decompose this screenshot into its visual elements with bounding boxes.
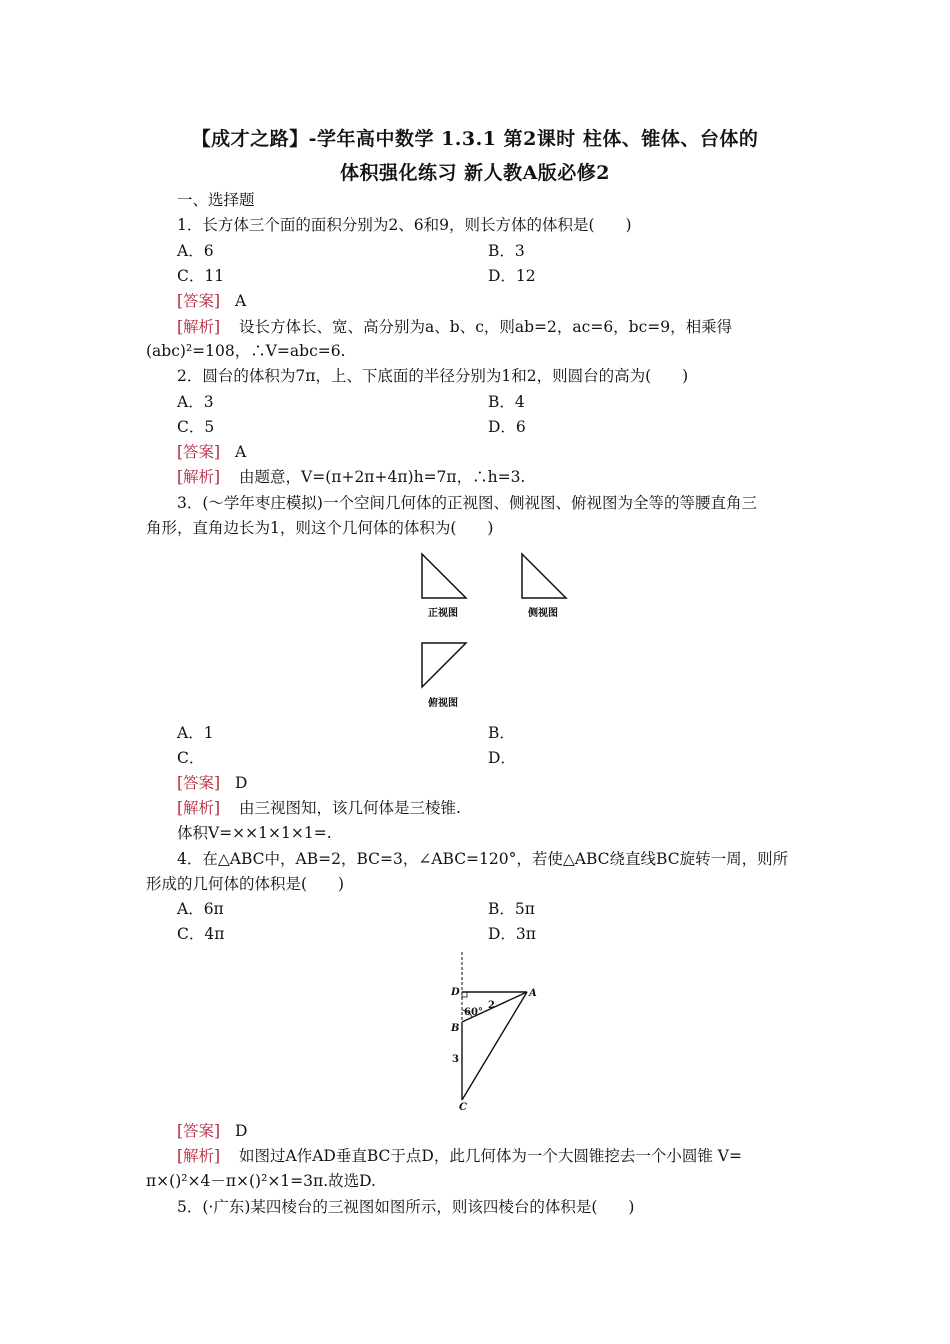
- q1-option-c: C．11: [177, 267, 225, 285]
- answer-tag: [答案]: [177, 774, 221, 792]
- q3-answer: D: [235, 774, 248, 792]
- point-b-label: B: [451, 1023, 460, 1034]
- triangle-rotation-figure: [440, 950, 540, 1120]
- q2-answer: A: [235, 443, 247, 461]
- q4-stem-1: 4．在△ABC中，AB=2，BC=3，∠ABC=120°，若使△ABC绕直线BC旋转一周，则所: [177, 850, 789, 868]
- q4-option-c: C．4π: [177, 925, 225, 943]
- q2-analysis-1: 由题意，V=(π+2π+4π)h=7π，∴h=3.: [239, 468, 526, 486]
- q3-analysis-2: 体积V=××1×1×1=.: [177, 824, 332, 842]
- q2-option-d: D．6: [488, 418, 526, 436]
- q3-option-c: C．: [177, 749, 205, 767]
- q1-answer: A: [235, 292, 247, 310]
- q4-option-b: B．5π: [488, 900, 535, 918]
- top-view-caption: 俯视图: [428, 698, 458, 709]
- section-heading: 一、选择题: [177, 191, 255, 209]
- q1-analysis-row: [177, 317, 732, 337]
- q2-option-b: B．4: [488, 393, 525, 411]
- q4-answer: D: [235, 1122, 248, 1140]
- answer-tag: [答案]: [177, 292, 221, 310]
- angle-label: 60°: [464, 1007, 483, 1018]
- q4-analysis-2: π×()²×4－π×()²×1=3π.故选D.: [146, 1172, 376, 1190]
- q4-option-a: A．6π: [177, 900, 224, 918]
- q3-analysis-1: 由三视图知，该几何体是三棱锥.: [239, 799, 461, 817]
- doc-title-line1: 【成才之路】-学年高中数学 1.3.1 第2课时 柱体、锥体、台体的: [191, 128, 759, 150]
- q3-answer-row: [177, 773, 247, 793]
- q2-answer-row: [177, 442, 246, 462]
- point-c-label: C: [459, 1102, 467, 1113]
- q3-option-b: B．: [488, 724, 515, 742]
- analysis-tag: [解析]: [177, 1147, 221, 1165]
- q1-stem: 1．长方体三个面的面积分别为2、6和9，则长方体的体积是( ): [177, 216, 632, 234]
- analysis-tag: [解析]: [177, 799, 221, 817]
- q4-answer-row: [177, 1121, 247, 1141]
- q2-stem: 2．圆台的体积为7π，上、下底面的半径分别为1和2，则圆台的高为( ): [177, 367, 689, 385]
- point-d-label: D: [451, 987, 460, 998]
- q4-option-d: D．3π: [488, 925, 536, 943]
- q2-option-a: A．3: [177, 393, 214, 411]
- q3-option-a: A．1: [177, 724, 214, 742]
- q4-analysis-row: [177, 1146, 742, 1166]
- q1-option-b: B．3: [488, 242, 525, 260]
- point-a-label: A: [529, 988, 537, 999]
- q5-stem: 5．(·广东)某四棱台的三视图如图所示，则该四棱台的体积是( ): [177, 1198, 635, 1216]
- doc-title-line2: 体积强化练习 新人教A版必修2: [339, 162, 611, 184]
- q1-answer-row: [177, 291, 246, 311]
- side-view-caption: 侧视图: [528, 608, 558, 619]
- q4-analysis-1: 如图过A作AD垂直BC于点D，此几何体为一个大圆锥挖去一个小圆锥 V=: [239, 1147, 742, 1165]
- q3-option-d: D．: [488, 749, 516, 767]
- top-view-figure: [420, 641, 470, 691]
- answer-tag: [答案]: [177, 1122, 221, 1140]
- q1-analysis-2: (abc)²=108，∴V=abc=6.: [146, 342, 346, 360]
- q1-option-d: D．12: [488, 267, 536, 285]
- front-view-caption: 正视图: [428, 608, 458, 619]
- analysis-tag: [解析]: [177, 318, 221, 336]
- front-view-figure: [420, 552, 470, 602]
- q3-stem-2: 角形，直角边长为1，则这个几何体的体积为( ): [146, 519, 494, 537]
- q3-stem-1: 3．(～学年枣庄模拟)一个空间几何体的正视图、侧视图、俯视图为全等的等腰直角三: [177, 494, 757, 512]
- q1-option-a: A．6: [177, 242, 214, 260]
- side-view-figure: [520, 552, 570, 602]
- q2-analysis-row: [177, 467, 525, 487]
- q3-analysis-row: [177, 798, 461, 818]
- q1-analysis-1: 设长方体长、宽、高分别为a、b、c，则ab=2，ac=6，bc=9，相乘得: [239, 318, 733, 336]
- q4-stem-2: 形成的几何体的体积是( ): [146, 875, 345, 893]
- side-ab-label: 2: [488, 1000, 495, 1011]
- analysis-tag: [解析]: [177, 468, 221, 486]
- answer-tag: [答案]: [177, 443, 221, 461]
- side-bc-label: 3: [452, 1054, 459, 1065]
- q2-option-c: C．5: [177, 418, 215, 436]
